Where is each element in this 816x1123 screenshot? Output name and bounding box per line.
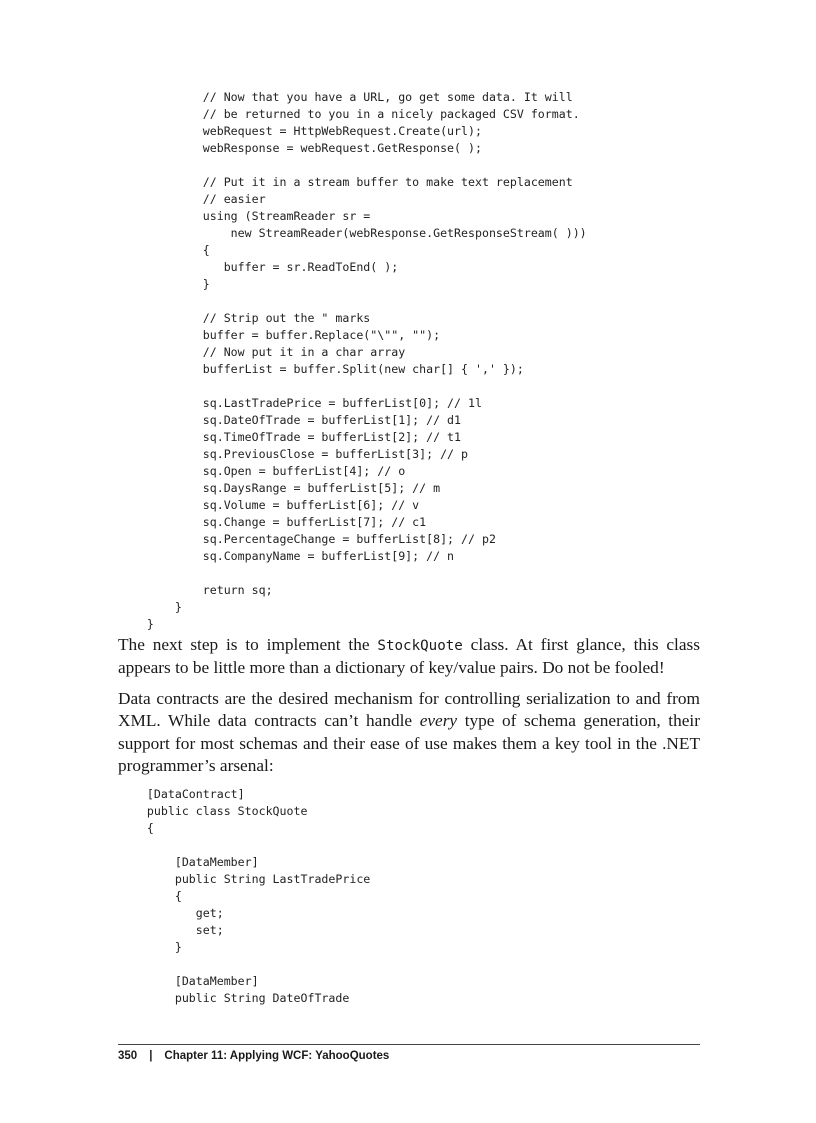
code-line: // Put it in a stream buffer to make text replacement: [119, 175, 573, 189]
code-line: sq.DateOfTrade = bufferList[1]; // d1: [119, 413, 462, 427]
code-line: sq.DaysRange = bufferList[5]; // m: [119, 481, 441, 495]
code-line: [119, 378, 587, 395]
code-line: sq.PercentageChange = bufferList[8]; // p2: [119, 532, 496, 546]
code-line: // easier: [119, 192, 266, 206]
code-line: new StreamReader(webResponse.GetResponseStream( ))): [119, 226, 587, 240]
paragraph-text: The next step is to implement the: [118, 635, 378, 654]
code-line: {: [119, 889, 182, 903]
paragraph-text: Data contracts are the desired mechanism for controlling serialization to and from XML. While data contracts can’t handle: [118, 689, 700, 731]
page-number: 350: [118, 1050, 138, 1062]
code-line: [119, 565, 587, 582]
code-line: [DataContract]: [119, 787, 245, 801]
footer-divider: [118, 1044, 700, 1045]
code-line: return sq;: [119, 583, 273, 597]
code-line: {: [119, 243, 210, 257]
code-line: [DataMember]: [119, 974, 259, 988]
code-line: sq.PreviousClose = bufferList[3]; // p: [119, 447, 469, 461]
code-line: }: [119, 617, 154, 631]
code-line: sq.Change = bufferList[7]; // c1: [119, 515, 427, 529]
code-line: set;: [119, 923, 224, 937]
code-line: // Now put it in a char array: [119, 345, 406, 359]
code-line: buffer = buffer.Replace("\"", "");: [119, 328, 441, 342]
code-line: [119, 837, 370, 854]
code-line: sq.LastTradePrice = bufferList[0]; // 1l: [119, 396, 482, 410]
code-line: // Now that you have a URL, go get some data. It will: [119, 90, 573, 104]
footer-separator: |: [149, 1050, 153, 1062]
code-line: }: [119, 277, 210, 291]
paragraph-text: type of schema generation, their support for most schemas and their ease of use makes them a key tool in the .NET programmer’s arsenal:: [118, 711, 700, 776]
paragraph-text: class. At first glance, this class appears to be little more than a dictionary of key/value pairs. Do not be fooled!: [118, 635, 700, 678]
code-line: webRequest = HttpWebRequest.Create(url);: [119, 124, 482, 138]
code-line: }: [119, 600, 182, 614]
paragraph-stockquote-intro: [118, 634, 700, 680]
code-line: sq.TimeOfTrade = bufferList[2]; // t1: [119, 430, 462, 444]
code-line: [DataMember]: [119, 855, 259, 869]
inline-code: StockQuote: [377, 638, 463, 654]
code-line: using (StreamReader sr =: [119, 209, 371, 223]
code-line: sq.CompanyName = bufferList[9]; // n: [119, 549, 455, 563]
code-line: {: [119, 821, 154, 835]
code-line: sq.Open = bufferList[4]; // o: [119, 464, 406, 478]
chapter-title: Chapter 11: Applying WCF: YahooQuotes: [164, 1050, 390, 1062]
code-line: // be returned to you in a nicely packaged CSV format.: [119, 107, 580, 121]
code-line: get;: [119, 906, 224, 920]
code-line: }: [119, 940, 182, 954]
code-line: [119, 956, 370, 973]
code-listing-stockquote-class: [119, 786, 370, 1007]
code-line: // Strip out the " marks: [119, 311, 371, 325]
code-listing-stock-request: [119, 89, 587, 633]
code-line: bufferList = buffer.Split(new char[] { ',' });: [119, 362, 524, 376]
code-line: [119, 157, 587, 174]
paragraph-data-contracts: [118, 688, 700, 778]
code-line: sq.Volume = bufferList[6]; // v: [119, 498, 420, 512]
code-line: public String LastTradePrice: [119, 872, 371, 886]
code-line: buffer = sr.ReadToEnd( );: [119, 260, 399, 274]
page-footer: [118, 1049, 389, 1063]
code-line: public String DateOfTrade: [119, 991, 350, 1005]
code-line: public class StockQuote: [119, 804, 308, 818]
code-line: webResponse = webRequest.GetResponse( );: [119, 141, 482, 155]
emphasis-text: every: [419, 711, 458, 731]
code-line: [119, 293, 587, 310]
